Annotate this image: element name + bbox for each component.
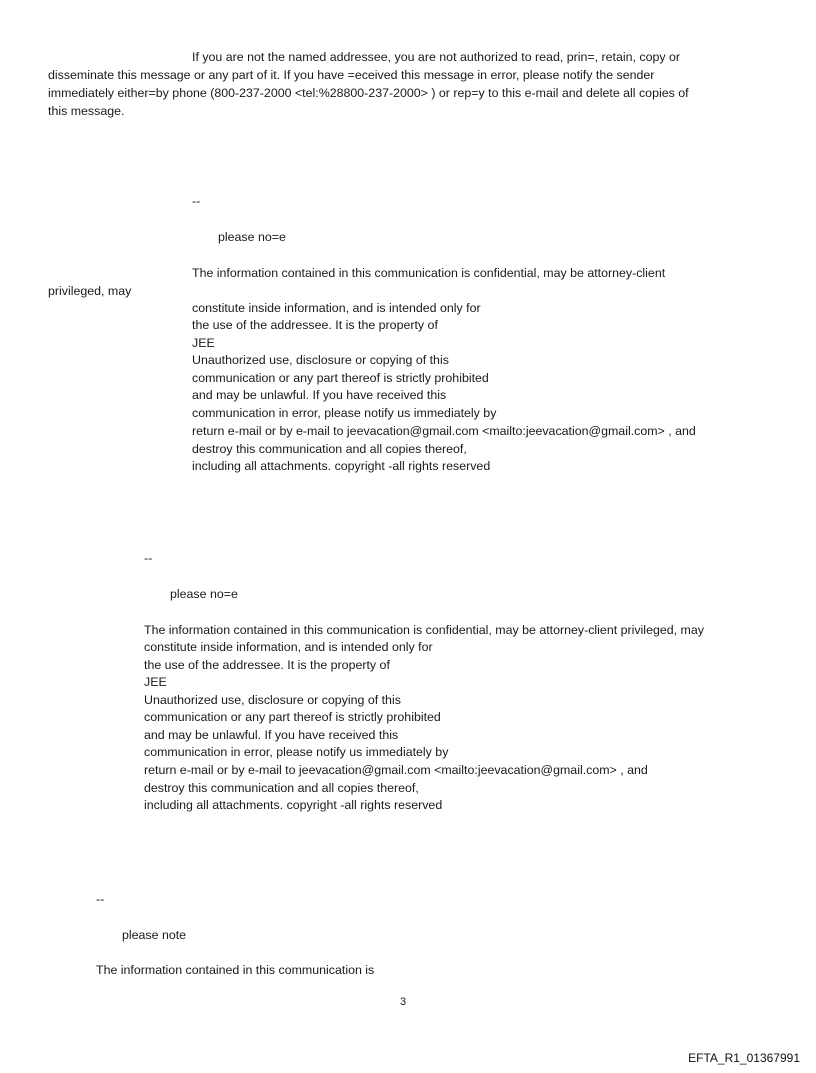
text-line: The information contained in this communication is	[96, 963, 375, 977]
text-line: Unauthorized use, disclosure or copying of this	[192, 353, 449, 367]
page-number: 3	[400, 996, 407, 1008]
text-line: The information contained in this communication is confidential, may be attorney-client	[192, 266, 666, 280]
separator: --	[144, 551, 153, 565]
note-line: please note	[122, 928, 187, 942]
text-line: communication in error, please notify us immediately by	[192, 406, 497, 420]
separator: --	[192, 194, 201, 208]
text-line: destroy this communication and all copies thereof,	[192, 442, 467, 456]
text-line: Unauthorized use, disclosure or copying of this	[144, 693, 401, 707]
text-line: the use of the addressee. It is the property of	[192, 318, 438, 332]
text-line: communication in error, please notify us immediately by	[144, 745, 449, 759]
text-line: disseminate this message or any part of it. If you have =eceived this message in error, please notify the sender	[48, 68, 655, 82]
text-line: JEE	[144, 675, 167, 689]
text-line: and may be unlawful. If you have received this	[144, 728, 399, 742]
text-line: constitute inside information, and is intended only for	[192, 301, 481, 315]
text-line: including all attachments. copyright -all rights reserved	[192, 459, 491, 473]
text-line: privileged, may	[48, 284, 132, 298]
text-line: return e-mail or by e-mail to jeevacation@gmail.com <mailto:jeevacation@gmail.com> , and	[192, 424, 696, 438]
text-line: the use of the addressee. It is the property of	[144, 658, 390, 672]
text-line: If you are not the named addressee, you are not authorized to read, prin=, retain, copy or	[192, 50, 681, 64]
text-line: JEE	[192, 336, 215, 350]
bates-number: EFTA_R1_01367991	[688, 1051, 800, 1065]
text-line: destroy this communication and all copies thereof,	[144, 781, 419, 795]
text-line: and may be unlawful. If you have received this	[192, 388, 447, 402]
note-line: please no=e	[170, 587, 238, 601]
text-line: including all attachments. copyright -all rights reserved	[144, 798, 443, 812]
text-line: this message.	[48, 104, 125, 118]
text-line: The information contained in this communication is confidential, may be attorney-client privileged, may	[144, 623, 704, 637]
separator: --	[96, 892, 105, 906]
text-line: return e-mail or by e-mail to jeevacation@gmail.com <mailto:jeevacation@gmail.com> , and	[144, 763, 648, 777]
note-line: please no=e	[218, 230, 286, 244]
text-line: communication or any part thereof is strictly prohibited	[144, 710, 441, 724]
text-line: immediately either=by phone (800-237-2000 <tel:%28800-237-2000> ) or rep=y to this e-mail and delete all copies of	[48, 86, 689, 100]
text-line: communication or any part thereof is strictly prohibited	[192, 371, 489, 385]
text-line: constitute inside information, and is intended only for	[144, 640, 433, 654]
